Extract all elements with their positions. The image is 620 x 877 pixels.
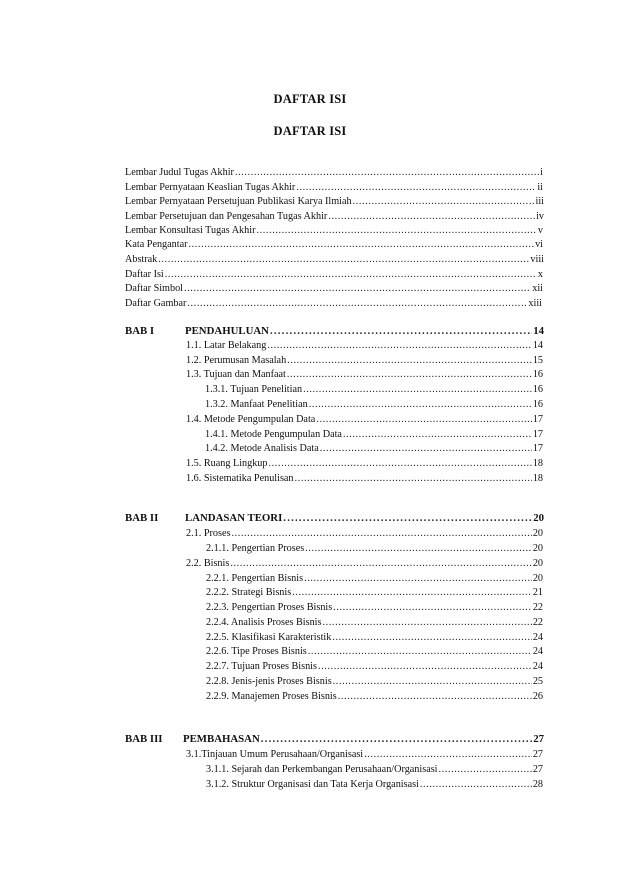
toc-entry: 2.2.2. Strategi Bisnis ..... 21: [206, 586, 543, 599]
toc-entry: Abstrak ..... viii: [125, 253, 544, 266]
toc-entry: Lembar Pernyataan Keaslian Tugas Akhir ..... ii: [125, 181, 543, 194]
toc-entry: 2.2.1. Pengertian Bisnis ..... 20: [206, 572, 543, 585]
page-subtitle: DAFTAR ISI: [273, 124, 347, 138]
toc-entry: 3.1.Tinjauan Umum Perusahaan/Organisasi ..... 27: [186, 748, 543, 761]
toc-entry: 2.2.9. Manajemen Proses Bisnis ..... 26: [206, 690, 543, 703]
toc-entry: 1.3.2. Manfaat Penelitian ..... 16: [205, 398, 543, 411]
toc-entry: Lembar Persetujuan dan Pengesahan Tugas Akhir ..... iv: [125, 210, 544, 223]
toc-entry: 2.2.4. Analisis Proses Bisnis ..... 22: [206, 616, 543, 629]
toc-entry: 1.1. Latar Belakang ..... 14: [186, 339, 543, 352]
toc-entry: Kata Pengantar ..... vi: [125, 238, 543, 251]
toc-entry: Daftar Simbol ..... xii: [125, 282, 543, 295]
toc-entry: 2.2. Bisnis ..... 20: [186, 557, 543, 570]
toc-entry: 1.3.1. Tujuan Penelitian ..... 16: [205, 383, 543, 396]
toc-entry: Daftar Gambar ..... xiii: [125, 297, 542, 310]
toc-entry: 1.4.1. Metode Pengumpulan Data ..... 17: [205, 428, 543, 441]
toc-entry: 2.2.7. Tujuan Proses Bisnis ..... 24: [206, 660, 543, 673]
toc-entry: 1.6. Sistematika Penulisan ..... 18: [186, 472, 543, 485]
chapter-heading: BAB III PEMBAHASAN ..... 27: [125, 733, 544, 746]
toc-entry: 2.1.1. Pengertian Proses ..... 20: [206, 542, 543, 555]
toc-entry: 1.2. Perumusan Masalah ..... 15: [186, 354, 543, 367]
toc-entry: 1.5. Ruang Lingkup ..... 18: [186, 457, 543, 470]
toc-entry: Daftar Isi ..... x: [125, 268, 543, 281]
toc-entry: 2.2.5. Klasifikasi Karakteristik ..... 24: [206, 631, 543, 644]
toc-entry: 1.4.2. Metode Analisis Data ..... 17: [205, 442, 543, 455]
toc-entry: 2.2.8. Jenis-jenis Proses Bisnis ..... 25: [206, 675, 543, 688]
toc-entry: 2.1. Proses ..... 20: [186, 527, 543, 540]
toc-entry: 1.4. Metode Pengumpulan Data ..... 17: [186, 413, 543, 426]
chapter-heading: BAB II LANDASAN TEORI ..... 20: [125, 512, 544, 525]
toc-entry: 1.3. Tujuan dan Manfaat ..... 16: [186, 368, 543, 381]
toc-entry: Lembar Konsultasi Tugas Akhir ..... v: [125, 224, 543, 237]
page-title: DAFTAR ISI: [273, 92, 347, 106]
toc-entry: Lembar Judul Tugas Akhir ..... i: [125, 166, 543, 179]
toc-entry: 2.2.3. Pengertian Proses Bisnis ..... 22: [206, 601, 543, 614]
chapter-heading: BAB I PENDAHULUAN ..... 14: [125, 325, 544, 338]
toc-entry: Lembar Pernyataan Persetujuan Publikasi Karya Ilmiah ..... iii: [125, 195, 544, 208]
toc-entry: 3.1.2. Struktur Organisasi dan Tata Kerja Organisasi ..... 28: [206, 778, 543, 791]
toc-entry: 3.1.1. Sejarah dan Perkembangan Perusahaan/Organisasi ..... 27: [206, 763, 543, 776]
toc-entry: 2.2.6. Tipe Proses Bisnis ..... 24: [206, 645, 543, 658]
